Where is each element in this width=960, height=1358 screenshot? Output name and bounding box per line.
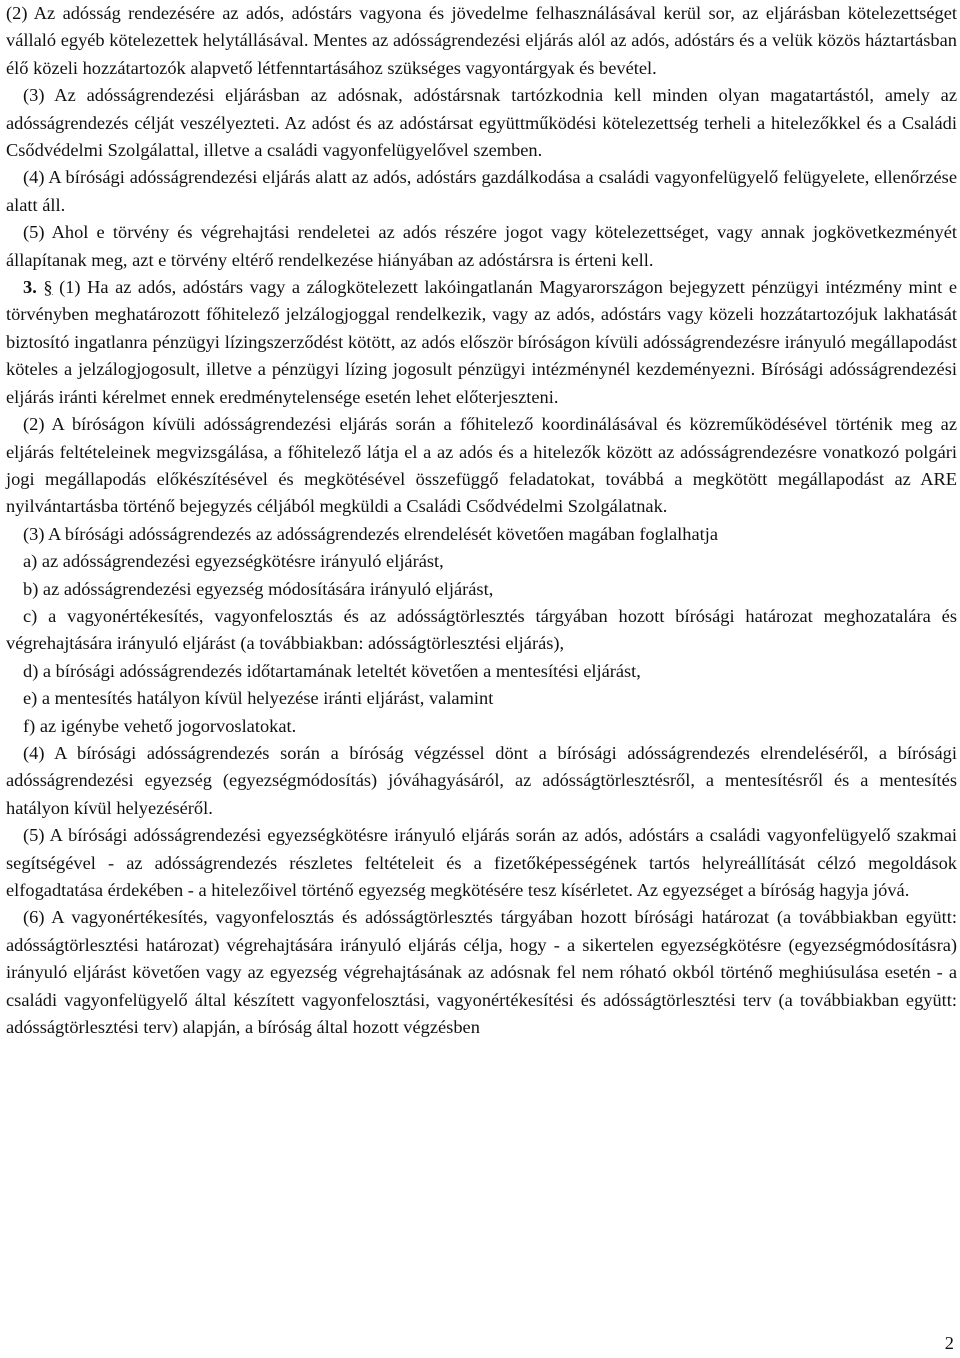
- section-3-paragraph-1-text: (1) Ha az adós, adóstárs vagy a zálogkötelezett lakóingatlanán Magyarországon bejegyzett pénzügyi intézmény mint e törvényben meghatározott főhitelező jelzálogjoggal rendelkezik, vagy az adós, adóstárs vagy közeli hozzátartozójuk lakhatását biztosító ingatlanra pénzügyi lízingszerződést kötött, az adós először bíróságon kívüli adósságrendezésre irányuló megállapodást köteles a jelzálogjogosult, illetve a pénzügyi lízing jogosult pénzügyi intézménynél kezdeményezni. Bírósági adósságrendezési eljárás iránti kérelmet ennek eredménytelensége esetén lehet előterjeszteni.: [6, 277, 957, 407]
- section-3-paragraph-3: (3) A bírósági adósságrendezés az adósságrendezés elrendelését követően magában foglalhatja: [23, 523, 718, 544]
- document-page: [6, 0, 957, 1041]
- paragraph-2-2: (2) Az adósság rendezésére az adós, adóstárs vagyona és jövedelme felhasználásával kerül sor, az eljárásban kötelezettséget vállaló egyéb kötelezettek helytállásával. Mentes az adósságrendezési eljárás alól az adós, adóstárs és a velük közös háztartásban élő közeli hozzátartozók alapvető létfenntartásához szükséges vagyontárgyak és bevétel.: [6, 3, 957, 78]
- list-item-a: a) az adósságrendezési egyezségkötésre irányuló eljárást,: [23, 551, 444, 572]
- section-3-paragraph-6: (6) A vagyonértékesítés, vagyonfelosztás és adósságtörlesztés tárgyában hozott bírósági határozat (a továbbiakban együtt: adósságtörlesztési határozat) végrehajtására irányuló eljárás célja, hogy - a sikertelen egyezségkötésre (egyezségmódosításra) irányuló eljárást követően vagy az egyezség végrehajtásának az adósnak fel nem róható okból történő meghiúsulása esetén - a családi vagyonfelügyelő által készített vagyonfelosztási, vagyonértékesítési és adósságtörlesztési terv (a továbbiakban együtt: adósságtörlesztési terv) alapján, a bíróság által hozott végzésben: [6, 907, 957, 1038]
- list-item-e: e) a mentesítés hatályon kívül helyezése iránti eljárást, valamint: [23, 688, 494, 709]
- list-item-f: f) az igénybe vehető jogorvoslatokat.: [23, 715, 297, 736]
- section-3-paragraph-4: (4) A bírósági adósságrendezés során a bíróság végzéssel dönt a bírósági adósságrendezés elrendeléséről, a bírósági adósságrendezési egyezség (egyezségmódosítás) jóváhagyásáról, az adósságtörlesztésről, a mentesítésről és a mentesítés hatályon kívül helyezéséről.: [6, 742, 957, 818]
- list-item-d: d) a bírósági adósságrendezés időtartamának leteltét követően a mentesítési eljárást,: [23, 660, 641, 681]
- paragraph-2-5: (5) Ahol e törvény és végrehajtási rendeletei az adós részére jogot vagy kötelezettséget, vagy annak jogkövetkezményét állapítanak meg, azt e törvény eltérő rendelkezése hiányában az adóstársra is érteni kell.: [6, 222, 957, 270]
- section-3-paragraph-5: (5) A bírósági adósságrendezési egyezségkötésre irányuló eljárás során az adós, adóstárs a családi vagyonfelügyelő szakmai segítségével - az adósságrendezés részletes feltételeit és a fizetőképességének tartós helyreállítását célzó megoldások elfogadtatása érdekében - a hitelezőivel történő egyezség megkötésére tesz kísérletet. Az egyezséget a bíróság hagyja jóvá.: [6, 825, 957, 900]
- list-item-b: b) az adósságrendezési egyezség módosítására irányuló eljárást,: [23, 578, 494, 599]
- section-number: 3.: [23, 277, 37, 298]
- list-item-c: c) a vagyonértékesítés, vagyonfelosztás és az adósságtörlesztés tárgyában hozott bírósági határozat meghozatalára és végrehajtására irányuló eljárást (a továbbiakban: adósságtörlesztési eljárás),: [6, 605, 957, 654]
- section-sign: §: [43, 277, 53, 298]
- paragraph-2-3: (3) Az adósságrendezési eljárásban az adósnak, adóstársnak tartózkodnia kell minden olyan magatartástól, amely az adósságrendezés célját veszélyezteti. Az adóst és az adóstársat együttműködési kötelezettség terheli a hitelezőkkel és a Családi Csődvédelmi Szolgálattal, illetve a családi vagyonfelügyelővel szemben.: [6, 85, 957, 161]
- section-3-paragraph-1: [6, 274, 957, 411]
- page-number: 2: [944, 1333, 954, 1353]
- section-3-paragraph-2: (2) A bíróságon kívüli adósságrendezési eljárás során a főhitelező koordinálásával és közreműködésével történik meg az eljárás feltételeinek megvizsgálása, a főhitelező látja el a az adós és a hitelezők között az adósságrendezésre vonatkozó polgári jogi megállapodás előkészítésével és megkötésével összefüggő feladatokat, továbbá a megkötött megállapodást az ARE nyilvántartásba történő bejegyzés céljából megküldi a Családi Csődvédelmi Szolgálatnak.: [6, 414, 957, 517]
- paragraph-2-4: (4) A bírósági adósságrendezési eljárás alatt az adós, adóstárs gazdálkodása a családi vagyonfelügyelő felügyelete, ellenőrzése alatt áll.: [6, 167, 957, 215]
